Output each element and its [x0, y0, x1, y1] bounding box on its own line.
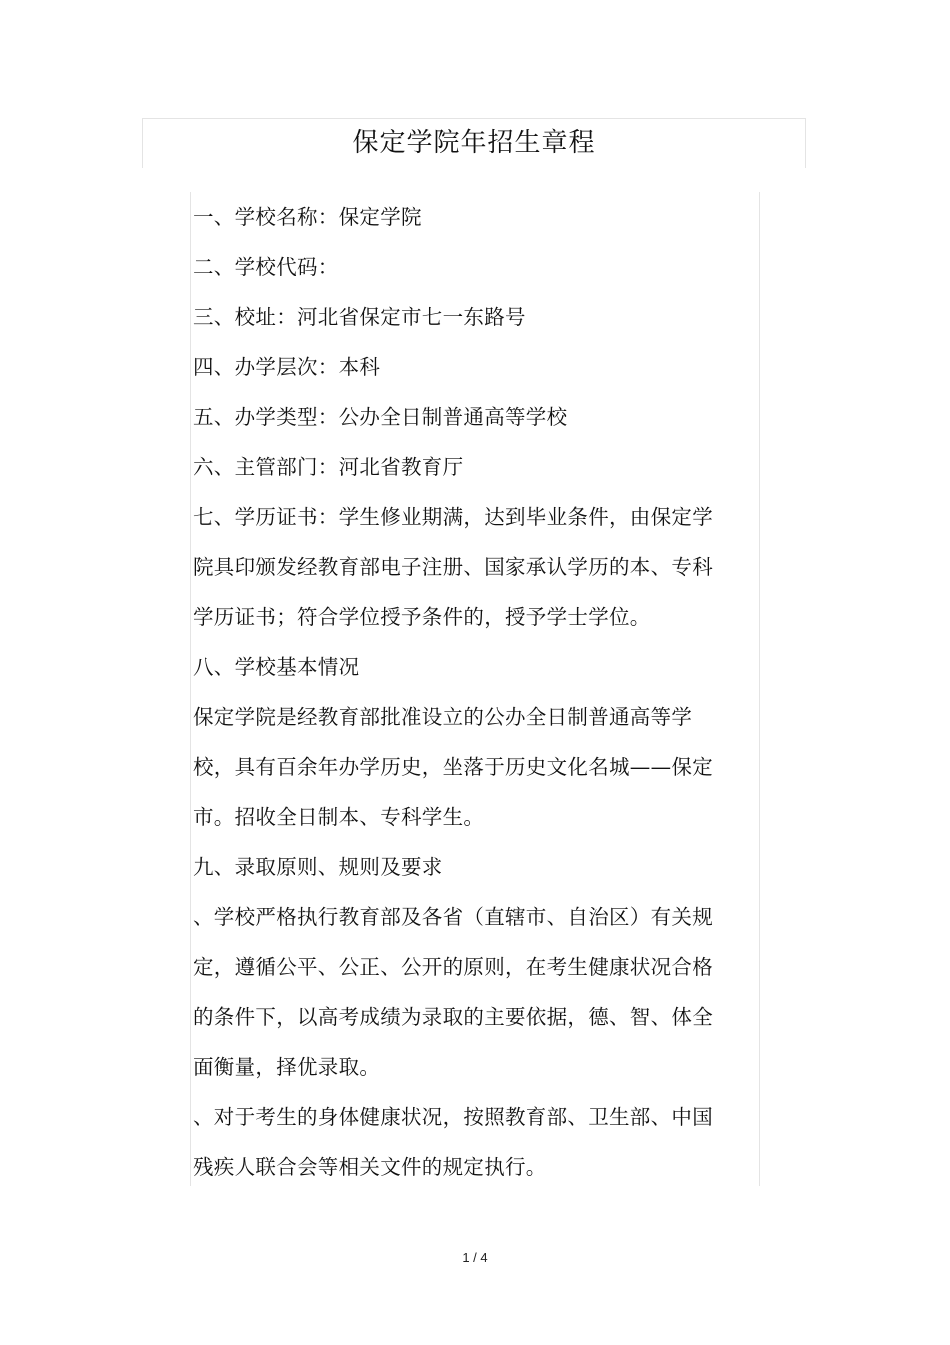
document-body	[190, 192, 760, 1186]
text-line: 保定学院是经教育部批准设立的公办全日制普通高等学	[193, 705, 693, 729]
text-line: 六、主管部门：河北省教育厅	[193, 455, 464, 479]
text-line: 八、学校基本情况	[193, 655, 360, 679]
text-line: 校，具有百余年办学历史，坐落于历史文化名城——保定	[193, 755, 713, 779]
text-line: 九、录取原则、规则及要求	[193, 855, 443, 879]
text-line: 二、学校代码：	[193, 255, 339, 279]
page-indicator: 1 / 4	[462, 1250, 488, 1265]
text-line: 四、办学层次：本科	[193, 355, 381, 379]
document-title: 保定学院年招生章程	[352, 128, 596, 158]
text-line: 面衡量，择优录取。	[193, 1055, 381, 1079]
text-line: 、对于考生的身体健康状况，按照教育部、卫生部、中国	[193, 1105, 713, 1129]
text-line: 三、校址：河北省保定市七一东路号	[193, 305, 526, 329]
text-line: 院具印颁发经教育部电子注册、国家承认学历的本、专科	[193, 555, 713, 579]
text-line: 五、办学类型：公办全日制普通高等学校	[193, 405, 568, 429]
text-line: 一、学校名称：保定学院	[193, 205, 422, 229]
text-line: 定，遵循公平、公正、公开的原则，在考生健康状况合格	[193, 955, 713, 979]
text-line: 、学校严格执行教育部及各省（直辖市、自治区）有关规	[193, 905, 713, 929]
text-line: 学历证书；符合学位授予条件的，授予学士学位。	[193, 605, 651, 629]
text-line: 残疾人联合会等相关文件的规定执行。	[193, 1155, 547, 1179]
title-frame	[142, 118, 806, 168]
text-line: 七、学历证书：学生修业期满，达到毕业条件，由保定学	[193, 505, 713, 529]
text-line: 市。招收全日制本、专科学生。	[193, 805, 485, 829]
text-line: 的条件下，以高考成绩为录取的主要依据，德、智、体全	[193, 1005, 713, 1029]
